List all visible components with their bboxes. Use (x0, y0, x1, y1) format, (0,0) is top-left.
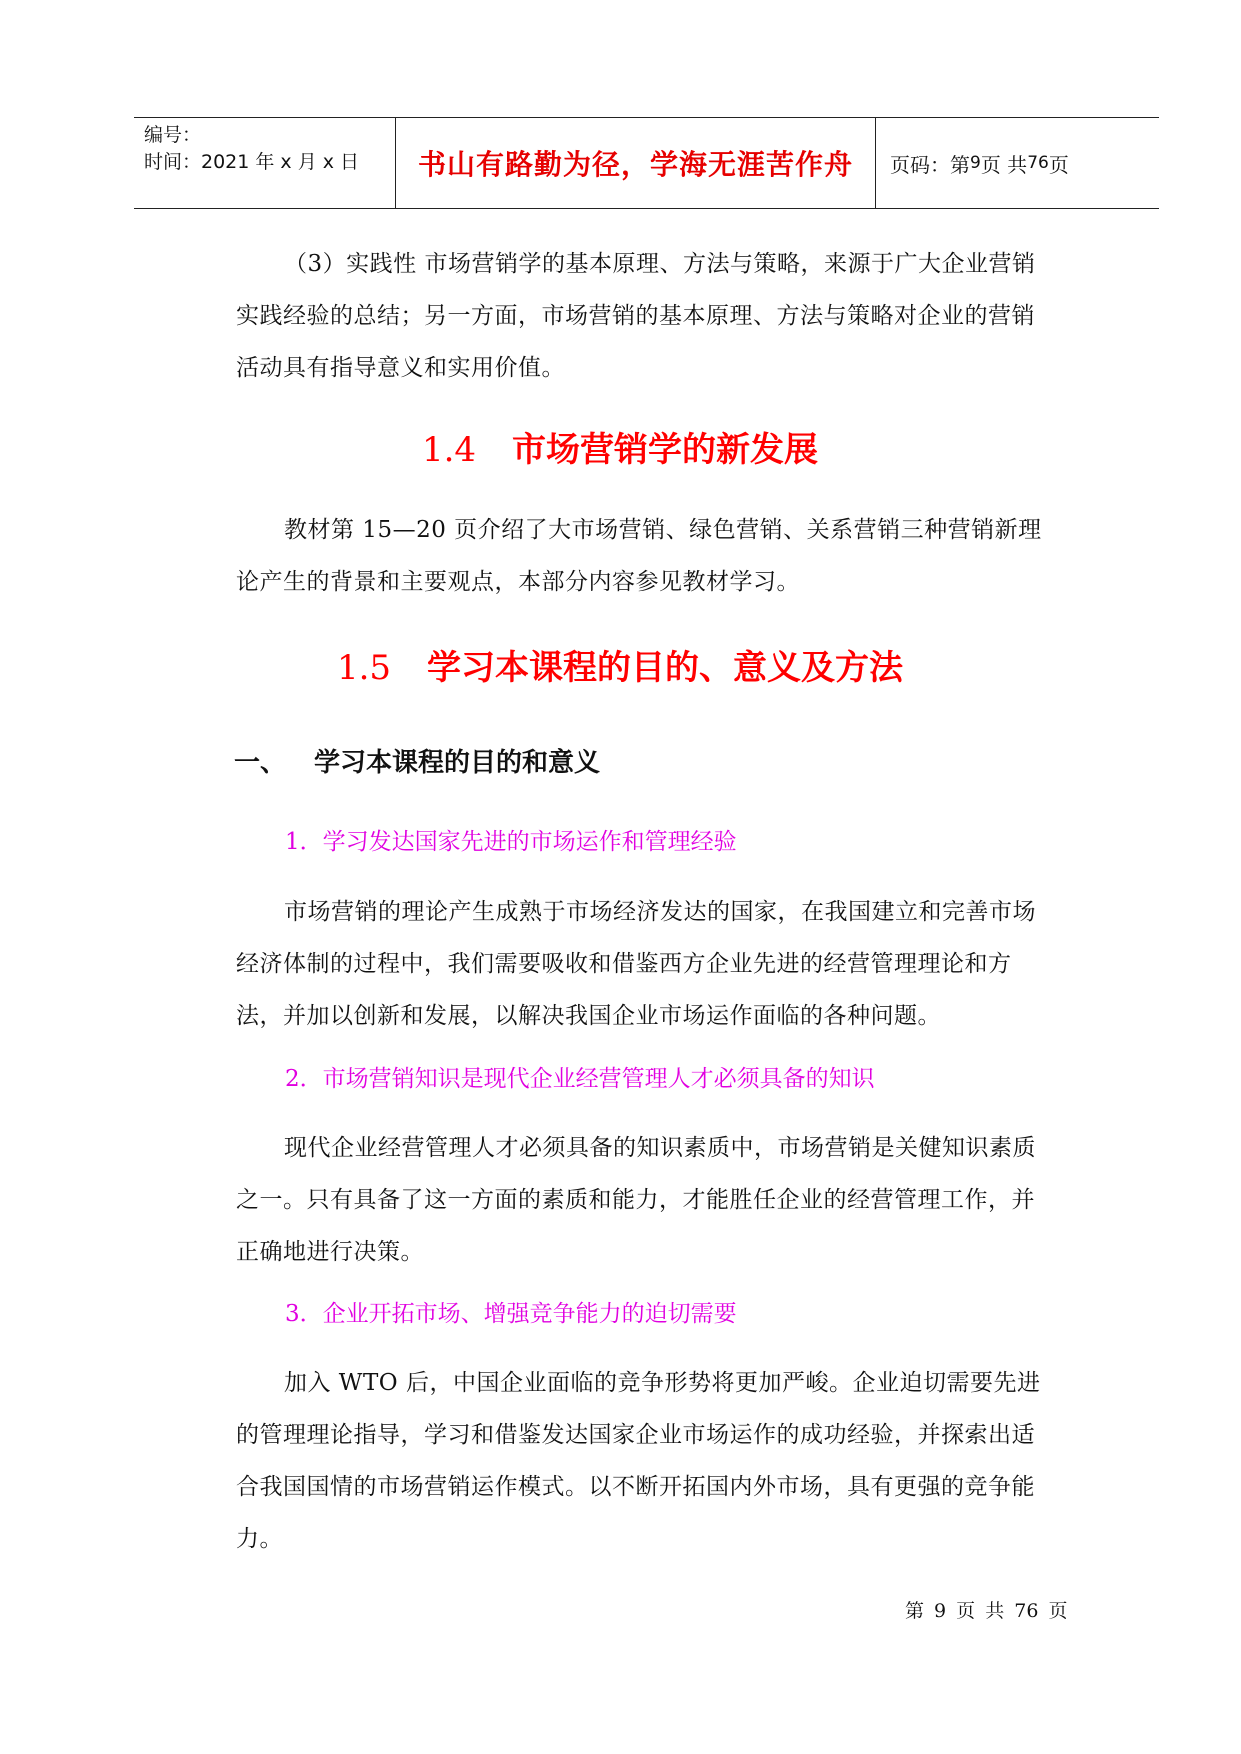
header-page-cell (876, 118, 1159, 208)
time-label: 时间：2021 年 x 月 x 日 (144, 151, 360, 173)
section-number: 1.4 (421, 430, 477, 470)
subsection-heading (234, 742, 600, 779)
page-total: 76 (1027, 153, 1049, 173)
motto-text: 书山有路勤为径，学海无涯苦作舟 (417, 148, 853, 181)
paragraph-point-1: 市场营销的理论产生成熟于市场经济发达的国家，在我国建立和完善市场经济体制的过程中，我们需要吸收和借鉴西方企业先进的经营管理理论和方法，并加以创新和发展，以解决我国企业市场运作面临的各种问题。 (236, 899, 1036, 1029)
subsection-title: 学习本课程的目的和意义 (314, 748, 601, 778)
section-title: 学习本课程的目的、意义及方法 (427, 648, 904, 688)
section-heading-1-5 (150, 640, 1090, 689)
page-footer: 第 9 页 共 76 页 (905, 1600, 1068, 1622)
section-number: 1.5 (336, 648, 392, 688)
page-label-mid: 页 共 (980, 152, 1028, 177)
header-motto-cell (395, 118, 876, 208)
point-heading-1: 1．学习发达国家先进的市场运作和管理经验 (285, 829, 737, 855)
paragraph-1-4: 教材第 15—20 页介绍了大市场营销、绿色营销、关系营销三种营销新理论产生的背景和主要观点，本部分内容参见教材学习。 (236, 517, 1042, 595)
paragraph-point-3: 加入 WTO 后，中国企业面临的竞争形势将更加严峻。企业迫切需要先进的管理理论指导，学习和借鉴发达国家企业市场运作的成功经验，并探索出适合我国国情的市场营销运作模式。以不断开拓国内外市场，具有更强的竞争能力。 (236, 1370, 1041, 1552)
point-heading-3: 3．企业开拓市场、增强竞争能力的迫切需要 (285, 1301, 737, 1327)
paragraph-practicality: （3）实践性 市场营销学的基本原理、方法与策略，来源于广大企业营销实践经验的总结；另一方面，市场营销的基本原理、方法与策略对企业的营销活动具有指导意义和实用价值。 (236, 251, 1036, 381)
section-heading-1-4 (150, 422, 1090, 471)
point-heading-2: 2．市场营销知识是现代企业经营管理人才必须具备的知识 (285, 1066, 875, 1092)
page-label-prefix: 页码：第 (890, 152, 970, 177)
header-meta-cell (134, 118, 395, 208)
page-label-suffix: 页 (1048, 152, 1069, 177)
subsection-mark: 一、 (234, 748, 287, 778)
number-label: 编号： (144, 124, 202, 146)
paragraph-point-2: 现代企业经营管理人才必须具备的知识素质中，市场营销是关健知识素质之一。只有具备了这一方面的素质和能力，才能胜任企业的经营管理工作，并正确地进行决策。 (236, 1135, 1036, 1265)
document-header (134, 117, 1159, 209)
section-title: 市场营销学的新发展 (512, 430, 819, 470)
page-current: 9 (970, 153, 981, 173)
